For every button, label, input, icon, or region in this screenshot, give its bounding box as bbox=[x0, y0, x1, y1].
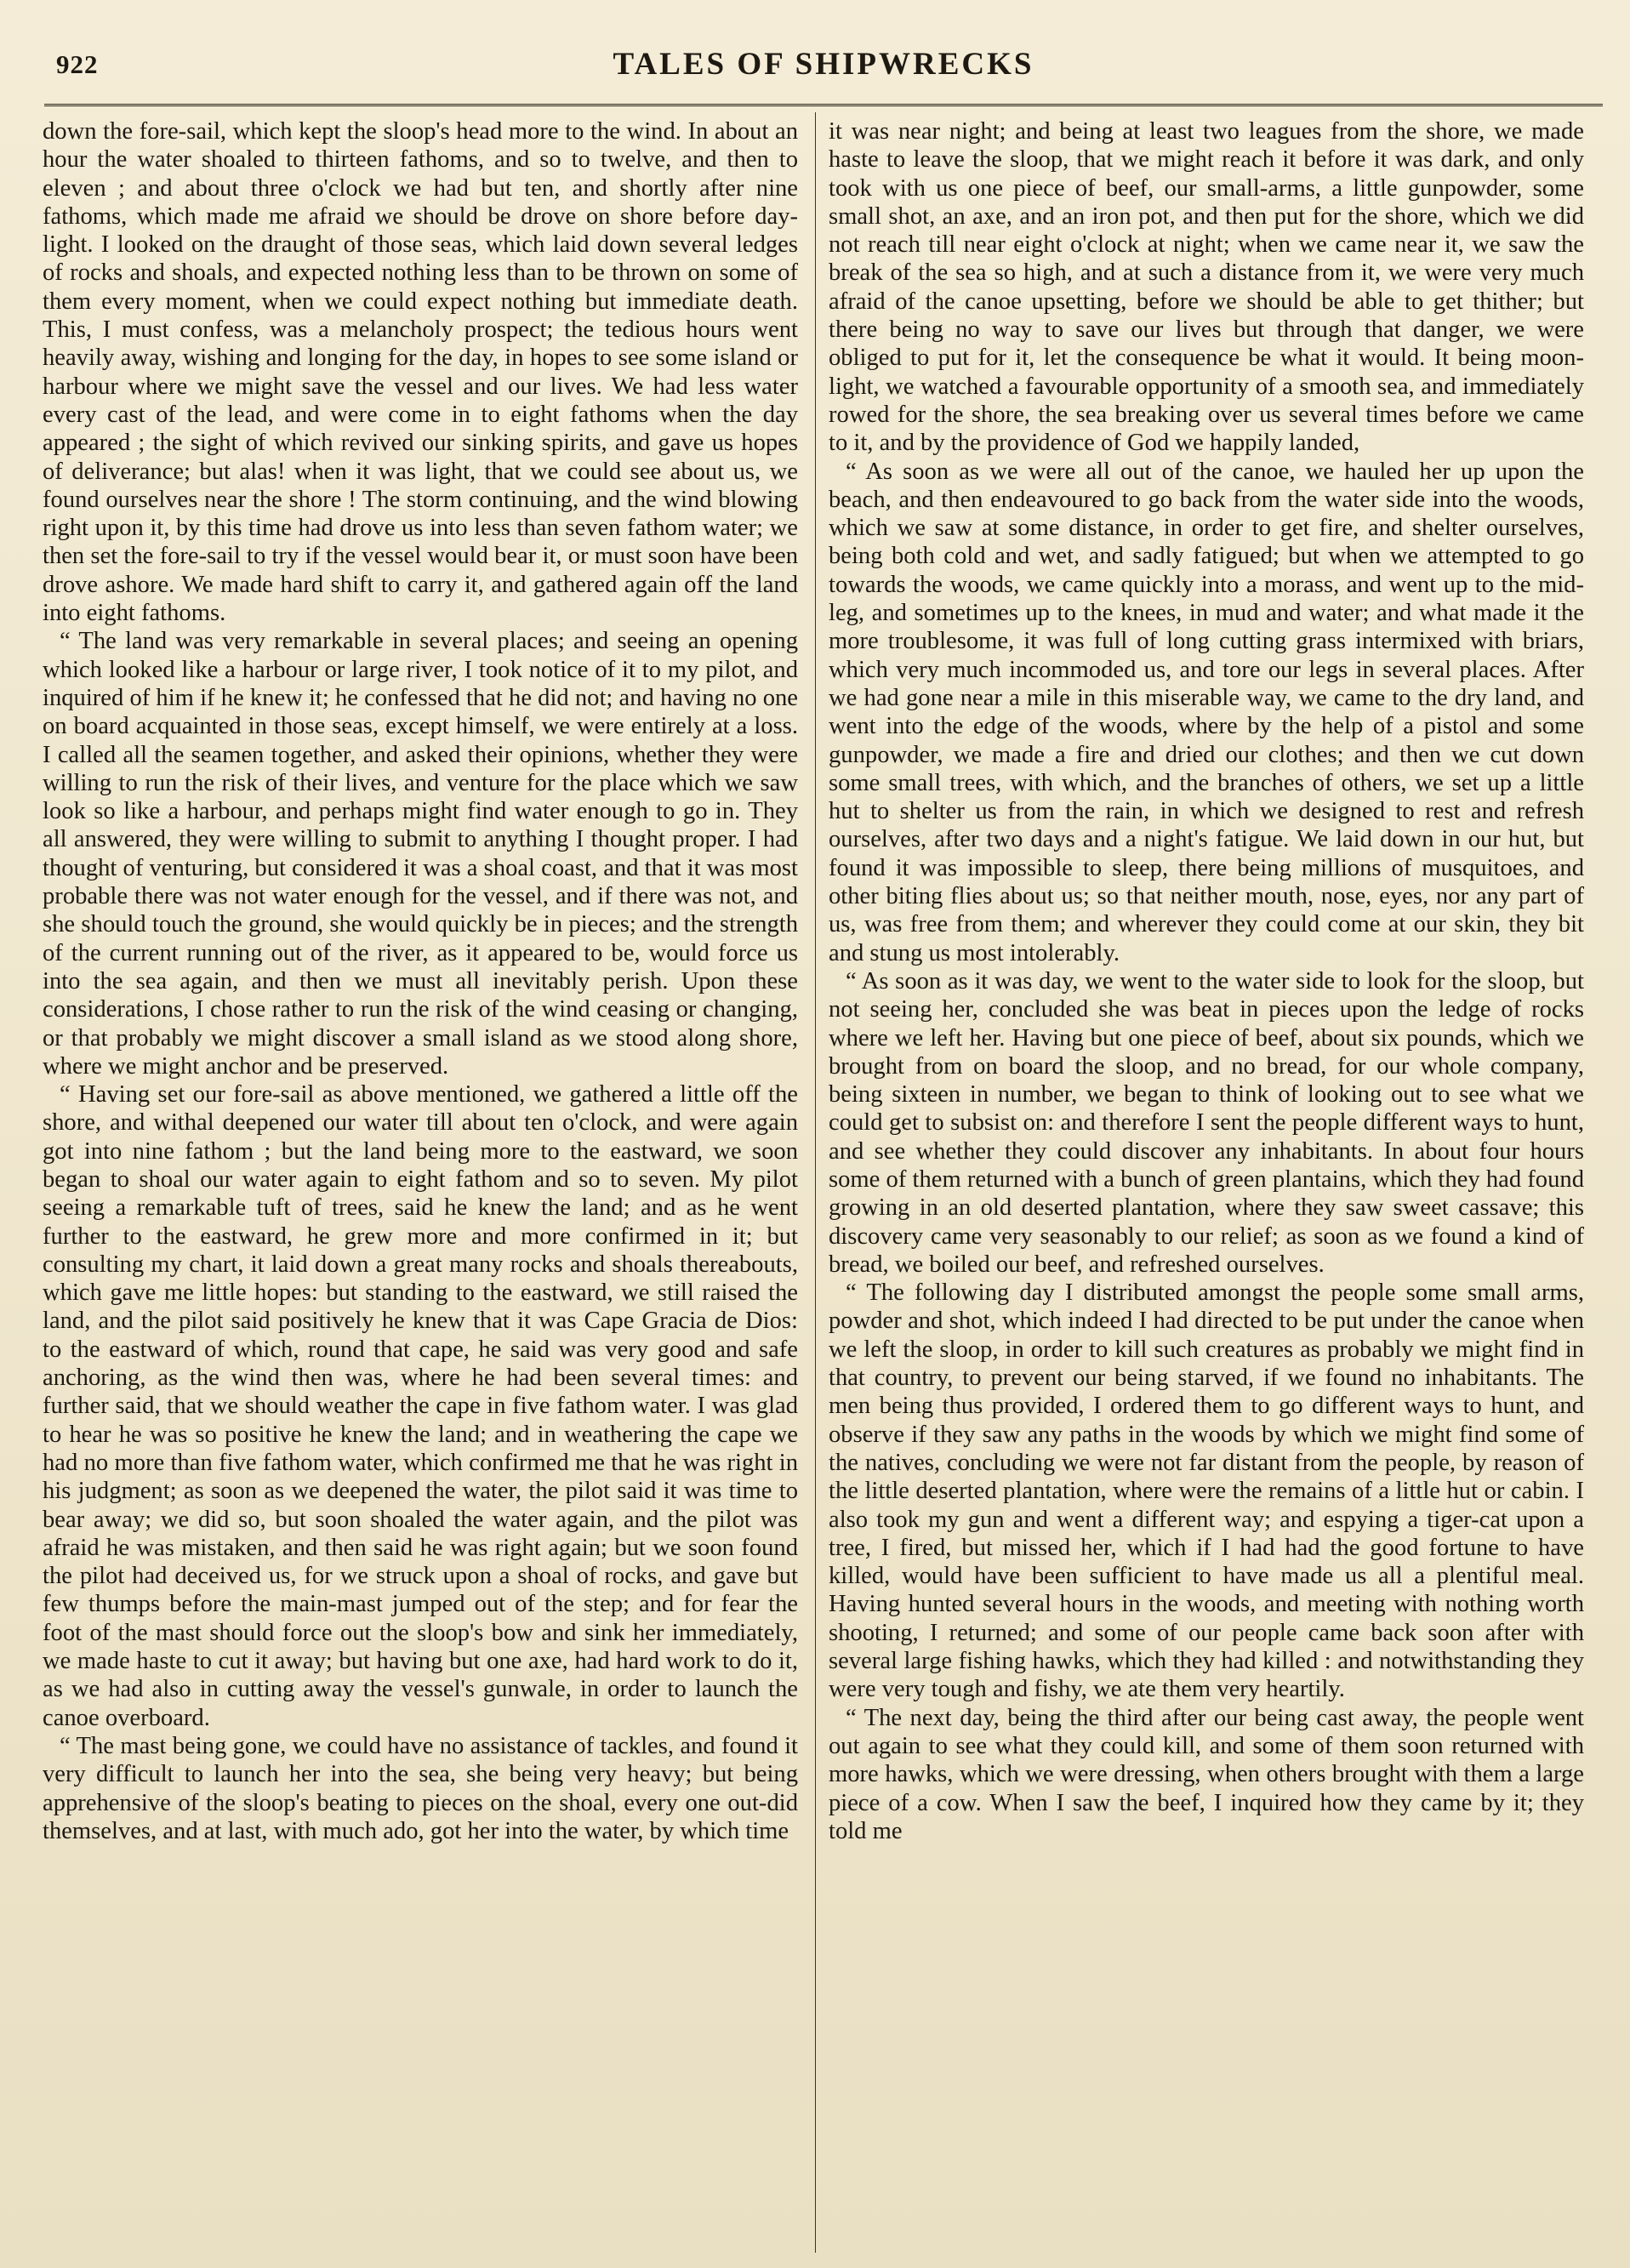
paragraph: “ The mast being gone, we could have no assistance of tackles, and found it very difficult to launch her into the sea, she being very heavy; but being apprehensive of the sloop's beating to pieces on the shoal, every one out-did themselves, and at last, with much ado, got her into the water, by which time bbox=[43, 1732, 798, 1844]
paragraph: it was near night; and being at least two leagues from the shore, we made haste to leave the sloop, that we might reach it before it was dark, and only took with us one piece of beef, our small-arms, a little gunpowder, some small shot, an axe, and an iron pot, and then put for the shore, which we did not reach till near eight o'clock at night; when we came near it, we saw the break of the sea so high, and at such a distance from it, we were very much afraid of the canoe upsetting, before we should be able to get thither; but there being no way to save our lives but through that danger, we were obliged to put for it, let the consequence be what it would. It being moon-light, we watched a favourable opportunity of a smooth sea, and immediately rowed for the shore, the sea breaking over us several times before we came to it, and by the providence of God we happily landed, bbox=[829, 118, 1584, 457]
paragraph: “ The next day, being the third after our being cast away, the people went out again to see what they could kill, and some of them soon returned with more hawks, which we were dressing, when others brought with them a large piece of a cow. When I saw the beef, I inquired how they came by it; they told me bbox=[829, 1704, 1584, 1844]
paragraph: down the fore-sail, which kept the sloop's head more to the wind. In about an hour the water shoaled to thirteen fathoms, and so to twelve, and then to eleven ; and about three o'clock we had but ten, and shortly after nine fathoms, which made me afraid we should be drove on shore before day-light. I looked on the draught of those seas, which laid down several ledges of rocks and shoals, and expected nothing less than to be thrown on some of them every moment, when we could expect nothing but immediate death. This, I must confess, was a melancholy prospect; the tedious hours went heavily away, wishing and longing for the day, in hopes to see some island or harbour where we might save the vessel and our lives. We had less water every cast of the lead, and were come in to eight fathoms when the day appeared ; the sight of which revived our sinking spirits, and gave us hopes of deliverance; but alas! when it was light, that we could see about us, we found ourselves near the shore ! The storm continuing, and the wind blowing right upon it, by this time had drove us into less than seven fathom water; we then set the fore-sail to try if the vessel would bear it, or must soon have been drove ashore. We made hard shift to carry it, and gathered again off the land into eight fathoms. bbox=[43, 118, 798, 627]
paragraph: “ Having set our fore-sail as above mentioned, we gathered a little off the shore, and withal deepened our water till about ten o'clock, and were again got into nine fathom ; but the land being more to the eastward, we soon began to shoal our water again to eight fathom and so to seven. My pilot seeing a remarkable tuft of trees, said he knew the land; and as he went further to the eastward, he grew more and more confirmed in it; but consulting my chart, it laid down a great many rocks and shoals thereabouts, which gave me little hopes: but standing to the eastward, we still raised the land, and the pilot said positively he knew that it was Cape Gracia de Dios: to the eastward of which, round that cape, he said was very good and safe anchoring, as the wind then was, where he had been several times: and further said, that we should weather the cape in five fathom water. I was glad to hear he was so positive he knew the land; and in weathering the cape we had no more than five fathom water, which confirmed me that he was right in his judgment; as soon as we deepened the water, the pilot said it was time to bear away; we did so, but soon shoaled the water again, and the pilot was afraid he was mistaken, and then said he was right again; but we soon found the pilot had deceived us, for we struck upon a shoal of rocks, and gave but few thumps before the main-mast jumped out of the step; and for fear the foot of the mast should force out the sloop's bow and sink her immediately, we made haste to cut it away; but having but one axe, had hard work to do it, as we had also in cutting away the vessel's gunwale, in order to launch the canoe overboard. bbox=[43, 1081, 798, 1731]
paragraph: “ As soon as it was day, we went to the water side to look for the sloop, but not seeing her, concluded she was beat in pieces upon the ledge of rocks where we left her. Having but one piece of beef, about six pounds, which we brought from on board the sloop, and no bread, for our whole company, being sixteen in number, we began to think of looking out to see what we could get to subsist on: and therefore I sent the people different ways to hunt, and see whether they could discover any inhabitants. In about four hours some of them returned with a bunch of green plantains, which they had found growing in an old deserted plantation, where they saw sweet cassave; this discovery came very seasonably to our relief; as soon as we found a kind of bread, we boiled our beef, and refreshed ourselves. bbox=[829, 967, 1584, 1278]
running-title: TALES OF SHIPWRECKS bbox=[613, 47, 1034, 82]
page-number: 922 bbox=[56, 49, 99, 79]
right-column bbox=[829, 117, 1584, 1845]
paragraph: “ The land was very remarkable in several places; and seeing an opening which looked like a harbour or large river, I took notice of it to my pilot, and inquired of him if he knew it; he confessed that he did not; and having no one on board acquainted in those seas, except himself, we were entirely at a loss. I called all the seamen together, and asked their opinions, whether they were willing to run the risk of their lives, and venture for the place which we saw look so like a harbour, and perhaps might find water enough to go in. They all answered, they were willing to submit to anything I thought proper. I had thought of venturing, but considered it was a shoal coast, and that it was most probable there was not water enough for the vessel, and if there was not, and she should touch the ground, she would quickly be in pieces; and the strength of the current running out of the river, as it appeared to be, would force us into the sea again, and then we must all inevitably perish. Upon these considerations, I chose rather to run the risk of the wind ceasing or changing, or that probably we might discover a small island as we stood along shore, where we might anchor and be preserved. bbox=[43, 628, 798, 1080]
page-header bbox=[44, 44, 1603, 95]
column-divider bbox=[815, 112, 816, 2253]
paragraph: “ As soon as we were all out of the canoe, we hauled her up upon the beach, and then endeavoured to go back from the water side into the woods, which we saw at some distance, in order to get fire, and shelter ourselves, being both cold and wet, and sadly fatigued; but when we attempted to go towards the woods, we came quickly into a morass, and went up to the mid-leg, and sometimes up to the knees, in mud and water; and what made it the more troublesome, it was full of long cutting grass intermixed with briars, which very much incommoded us, and tore our legs in several places. After we had gone near a mile in this miserable way, we came to the dry land, and went into the edge of the woods, where by the help of a pistol and some gunpowder, we made a fire and dried our clothes; and then we cut down some small trees, with which, and the branches of others, we set up a little hut to shelter us from the rain, in which we designed to rest and refresh ourselves, after two days and a night's fatigue. We laid down in our hut, but found it was impossible to sleep, there being millions of musquitoes, and other biting flies about us; so that neither mouth, nose, eyes, nor any part of us, was free from them; and wherever they could come at our skin, they bit and stung us most intolerably. bbox=[829, 458, 1584, 966]
header-rule bbox=[44, 104, 1603, 106]
left-column bbox=[43, 117, 798, 1845]
paragraph: “ The following day I distributed amongst the people some small arms, powder and shot, which indeed I had directed to be put under the canoe when we left the sloop, in order to kill such creatures as probably we might find in that country, to prevent our being starved, if we found no inhabitants. The men being thus provided, I ordered them to go different ways to hunt, and observe if they saw any paths in the woods by which we might find some of the natives, concluding we were not far distant from the people, by reason of the little deserted plantation, where were the remains of a little hut or cabin. I also took my gun and went a different way; and espying a tiger-cat upon a tree, I fired, but missed her, which if I had had the good fortune to have killed, would have been sufficient to have made us all a plentiful meal. Having hunted several hours in the woods, and meeting with nothing worth shooting, I returned; and some of our people came back soon after with several large fishing hawks, which they had killed : and notwithstanding they were very tough and fishy, we ate them very heartily. bbox=[829, 1279, 1584, 1703]
